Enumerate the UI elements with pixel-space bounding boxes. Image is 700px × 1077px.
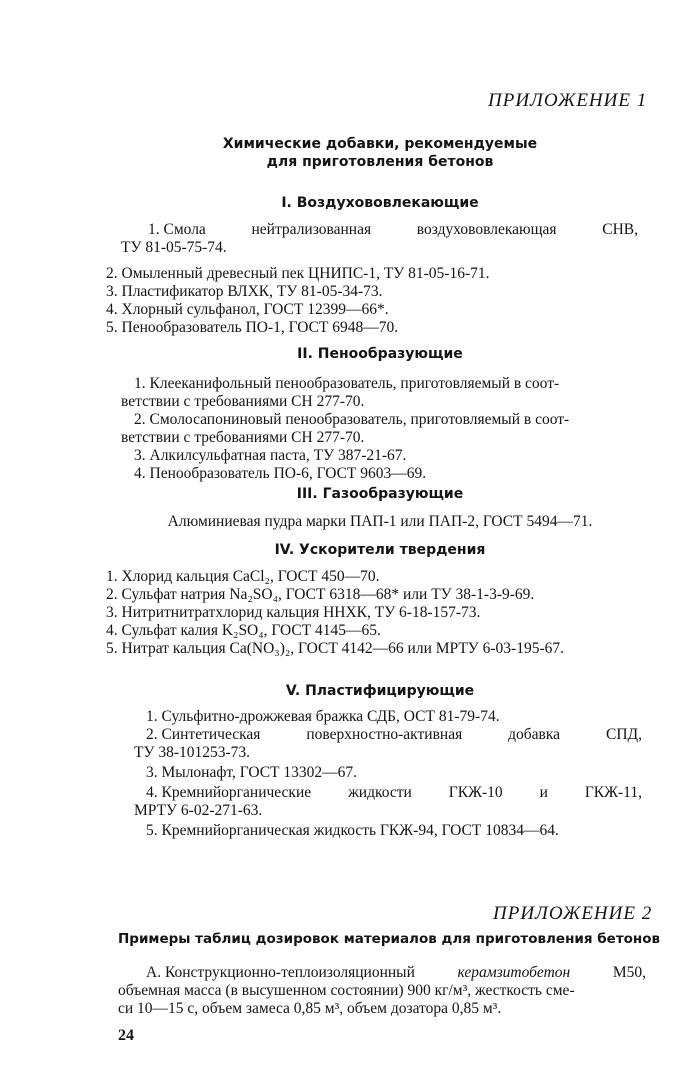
section-5-item-2-line-1 — [146, 726, 642, 744]
text-fragment: СНВ, — [602, 221, 638, 238]
appendix-2-paragraph-line-2: объемная масса (в высушенном состоянии) 900 кг/м³, жесткость сме- — [118, 982, 575, 999]
text-fragment: жидкости — [348, 784, 412, 801]
text-fragment: 2. Синтетическая — [146, 726, 261, 743]
section-1-item-3: 3. Пластификатор ВЛХК, ТУ 81-05-34-73. — [106, 283, 383, 300]
section-5-item-4-line-2: МРТУ 6-02-271-63. — [134, 802, 263, 819]
section-3-text: Алюминиевая пудра марки ПАП-1 или ПАП-2, ГОСТ 5494—71. — [167, 513, 593, 530]
section-5-item-5: 5. Кремнийорганическая жидкость ГКЖ-94, ГОСТ 10834—64. — [146, 822, 559, 839]
section-5-item-4-line-1 — [146, 784, 642, 802]
section-2-line-6: 4. Пенообразователь ПО-6, ГОСТ 9603—69. — [134, 465, 427, 482]
text-fragment: ГКЖ-11, — [584, 784, 642, 801]
section-heading-5: V. Пластифицирующие — [285, 683, 475, 699]
text-fragment: М50, — [612, 964, 646, 981]
section-5-item-2-line-2: ТУ 38-101253-73. — [134, 744, 251, 761]
section-heading-1: I. Воздухововлекающие — [281, 195, 479, 211]
section-5-item-1: 1. Сульфитно-дрожжевая бражка СДБ, ОСТ 81-79-74. — [146, 708, 500, 725]
section-heading-4: IV. Ускорители твердения — [274, 542, 486, 558]
appendix-1-title-line1: Химические добавки, рекомендуемые — [222, 136, 538, 152]
section-4-item-5: 5. Нитрат кальция Ca(NO₃)₂, ГОСТ 4142—66 или МРТУ 6-03-195-67. — [106, 640, 565, 657]
appendix-1-label: ПРИЛОЖЕНИЕ 1 — [488, 90, 648, 111]
text-fragment: нейтрализованная — [251, 221, 372, 238]
text-fragment: СПД, — [606, 726, 642, 743]
text-fragment: 1. Смола — [148, 221, 206, 238]
section-4-item-3: 3. Нитритнитратхлорид кальция ННХК, ТУ 6-18-157-73. — [106, 604, 481, 621]
appendix-2-label: ПРИЛОЖЕНИЕ 2 — [493, 903, 653, 924]
page-number: 24 — [118, 1027, 134, 1044]
section-2-line-2: ветствии с требованиями СН 277-70. — [121, 393, 365, 410]
text-fragment: и — [539, 784, 548, 801]
section-4-item-2: 2. Сульфат натрия Na₂SO₄, ГОСТ 6318—68* или ТУ 38-1-3-9-69. — [106, 586, 535, 603]
section-4-item-4: 4. Сульфат калия K₂SO₄, ГОСТ 4145—65. — [106, 622, 381, 639]
text-fragment: керамзитобетон — [457, 964, 571, 981]
text-fragment: воздухововлекающая — [416, 221, 557, 238]
text-fragment: ГКЖ-10 — [448, 784, 503, 801]
section-2-line-1: 1. Клееканифольный пенообразователь, приготовляемый в соот- — [134, 375, 560, 392]
section-4-item-1: 1. Хлорид кальция CaCl₂, ГОСТ 450—70. — [106, 568, 380, 585]
section-1-item-1-line-1 — [148, 221, 638, 239]
section-1-item-1-line-2: ТУ 81-05-75-74. — [121, 239, 227, 256]
section-1-item-2: 2. Омыленный древесный пек ЦНИПС-1, ТУ 81-05-16-71. — [106, 265, 490, 282]
appendix-1-title-line2: для приготовления бетонов — [266, 154, 494, 170]
appendix-2-paragraph-line-1 — [146, 964, 646, 982]
text-fragment: 4. Кремнийорганические — [146, 784, 312, 801]
section-5-item-3: 3. Мылонафт, ГОСТ 13302—67. — [146, 764, 358, 781]
appendix-2-title: Примеры таблиц дозировок материалов для приготовления бетонов — [118, 931, 661, 947]
text-fragment: А. Конструкционно-теплоизоляционный — [146, 964, 415, 981]
section-2-line-4: ветствии с требованиями СН 277-70. — [121, 429, 365, 446]
section-1-item-4: 4. Хлорный сульфанол, ГОСТ 12399—66*. — [106, 301, 389, 318]
appendix-2-paragraph-line-3: си 10—15 с, объем замеса 0,85 м³, объем дозатора 0,85 м³. — [118, 1000, 502, 1017]
section-2-line-3: 2. Смолосапониновый пенообразователь, приготовляемый в соот- — [134, 411, 570, 428]
section-heading-2: II. Пенообразующие — [297, 346, 463, 362]
section-2-line-5: 3. Алкилсульфатная паста, ТУ 387-21-67. — [134, 447, 407, 464]
text-fragment: добавка — [508, 726, 561, 743]
text-fragment: поверхностно-активная — [306, 726, 463, 743]
section-1-item-5: 5. Пенообразователь ПО-1, ГОСТ 6948—70. — [106, 319, 399, 336]
section-heading-3: III. Газообразующие — [296, 486, 464, 502]
